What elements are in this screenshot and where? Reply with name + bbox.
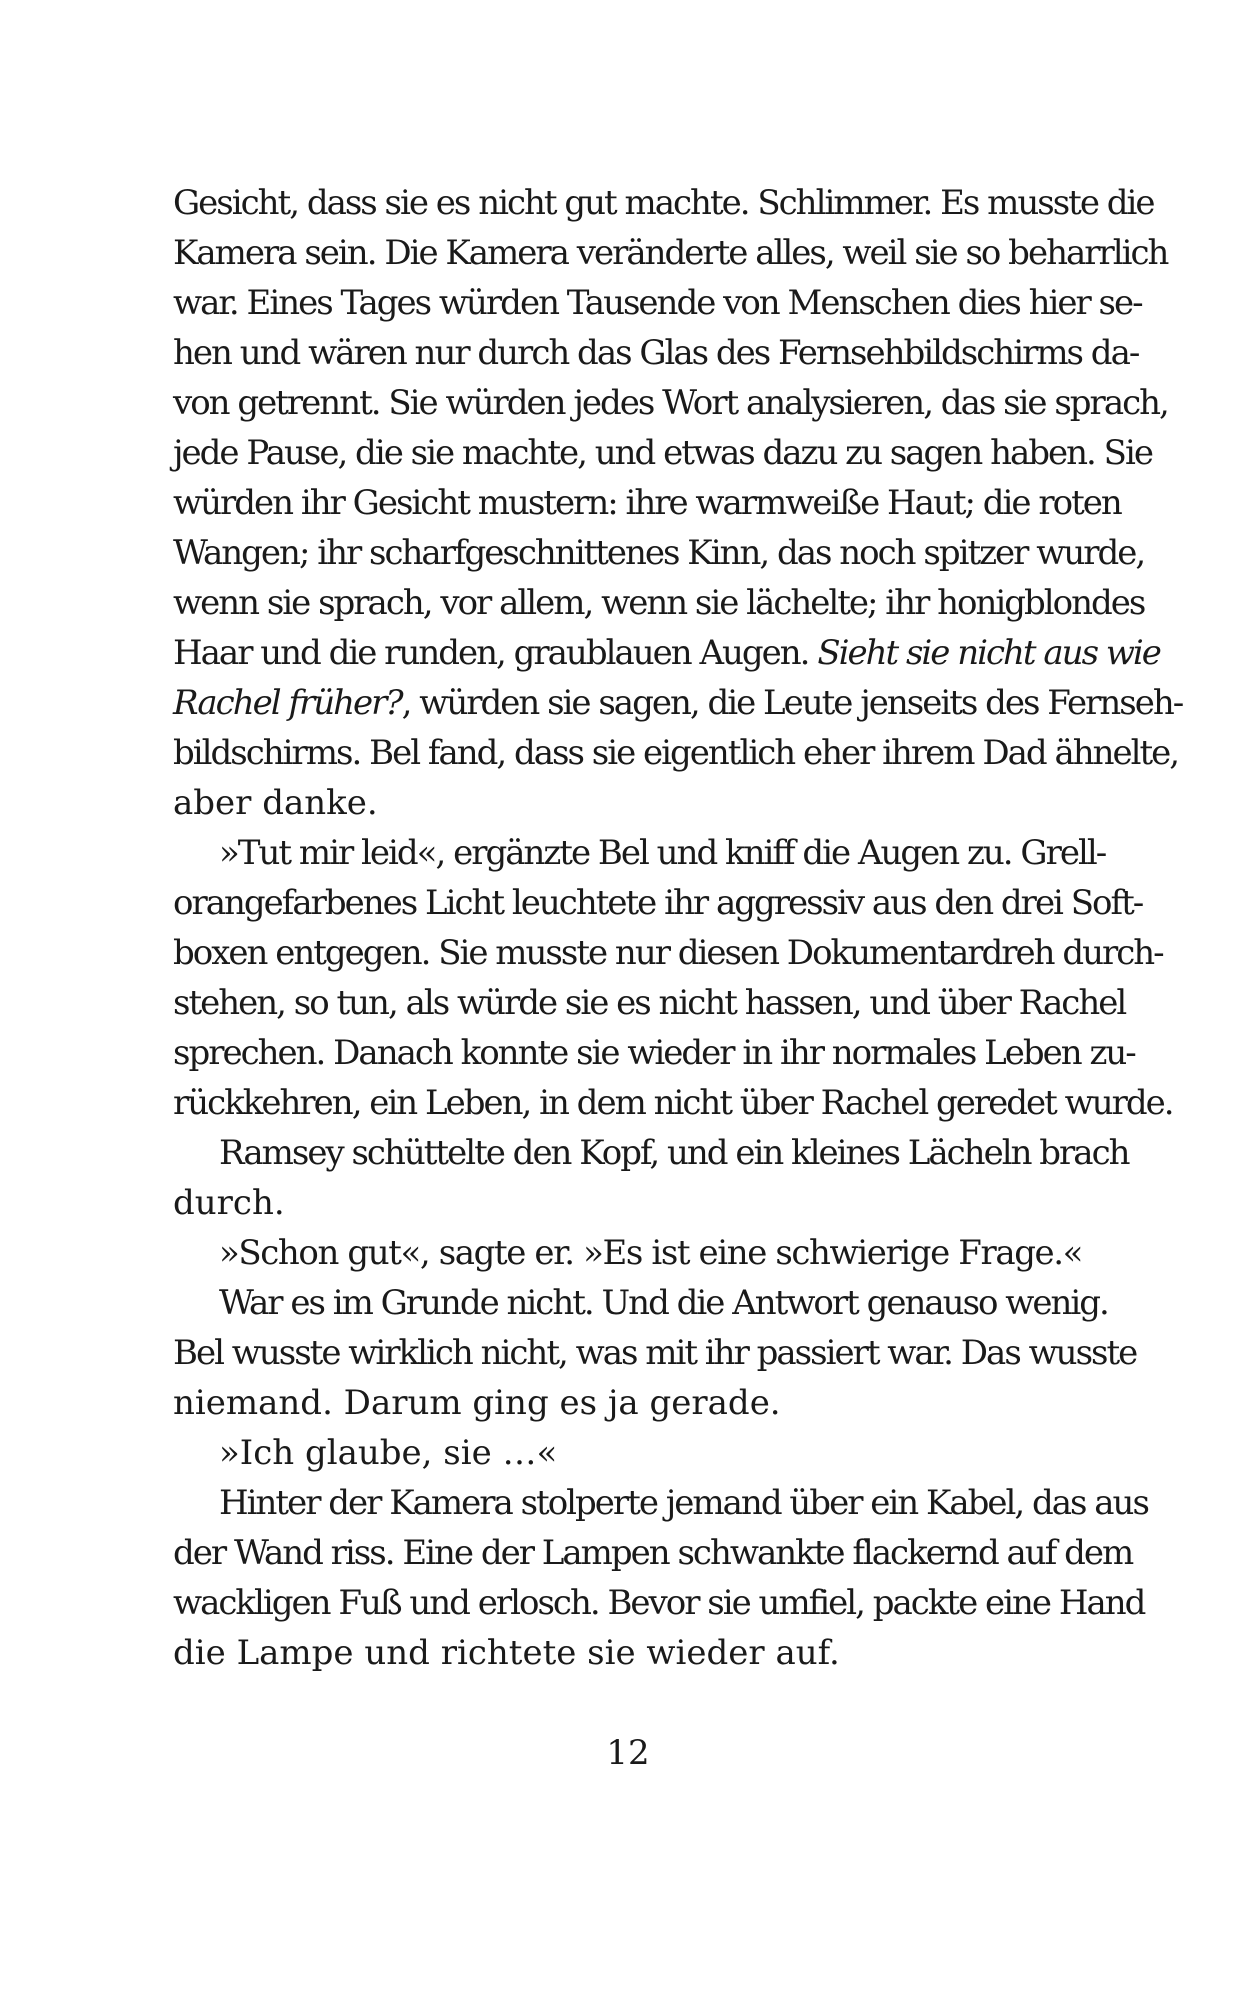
text-line: Ramsey schüttelte den Kopf, und ein kleines Lächeln brach	[219, 1133, 1129, 1173]
text-line: Kamera sein. Die Kamera veränderte alles, weil sie so beharrlich	[173, 233, 1168, 273]
text-line: »Ich glaube, sie …«	[219, 1433, 558, 1473]
text-segment: , würden sie sagen, die Leute jenseits des Fernseh-	[401, 683, 1183, 723]
text-line: würden ihr Gesicht mustern: ihre warmweiße Haut; die roten	[173, 483, 1121, 523]
text-line: »Schon gut«, sagte er. »Es ist eine schwierige Frage.«	[219, 1233, 1083, 1273]
text-line: »Tut mir leid«, ergänzte Bel und kniff die Augen zu. Grell-	[219, 833, 1106, 873]
text-line: war. Eines Tages würden Tausende von Menschen dies hier se-	[173, 283, 1142, 323]
text-line: boxen entgegen. Sie musste nur diesen Dokumentardreh durch-	[173, 933, 1163, 973]
text-line-mixed	[173, 628, 1160, 678]
text-line: der Wand riss. Eine der Lampen schwankte flackernd auf dem	[173, 1533, 1133, 1573]
page-number: 12	[606, 1733, 650, 1773]
text-line: wenn sie sprach, vor allem, wenn sie lächelte; ihr honigblondes	[173, 583, 1145, 623]
body-text	[173, 178, 1183, 1678]
text-line: sprechen. Danach konnte sie wieder in ihr normales Leben zu-	[173, 1033, 1135, 1073]
text-line: jede Pause, die sie machte, und etwas dazu zu sagen haben. Sie	[173, 433, 1152, 473]
text-line: orangefarbenes Licht leuchtete ihr aggressiv aus den drei Soft-	[173, 883, 1143, 923]
text-line: die Lampe und richtete sie wieder auf.	[173, 1633, 840, 1673]
text-line: Hinter der Kamera stolperte jemand über ein Kabel, das aus	[219, 1483, 1148, 1523]
text-line-mixed	[173, 678, 1183, 728]
text-line: Bel wusste wirklich nicht, was mit ihr passiert war. Das wusste	[173, 1333, 1137, 1373]
text-segment: Haar und die runden, graublauen Augen.	[173, 633, 818, 673]
text-line: Wangen; ihr scharfgeschnittenes Kinn, das noch spitzer wurde,	[173, 533, 1145, 573]
text-line: stehen, so tun, als würde sie es nicht hassen, und über Rachel	[173, 983, 1126, 1023]
text-line: aber danke.	[173, 783, 378, 823]
text-line: rückkehren, ein Leben, in dem nicht über Rachel geredet wurde.	[173, 1083, 1173, 1123]
text-line: hen und wären nur durch das Glas des Fernsehbildschirms da-	[173, 333, 1139, 373]
text-line: Gesicht, dass sie es nicht gut machte. Schlimmer. Es musste die	[173, 183, 1154, 223]
text-line: War es im Grunde nicht. Und die Antwort genauso wenig.	[219, 1283, 1108, 1323]
text-line: durch.	[173, 1183, 285, 1223]
text-line: von getrennt. Sie würden jedes Wort analysieren, das sie sprach,	[173, 383, 1168, 423]
italic-segment: Sieht sie nicht aus wie	[817, 633, 1160, 673]
italic-segment: Rachel früher?	[173, 683, 402, 723]
text-line: bildschirms. Bel fand, dass sie eigentlich eher ihrem Dad ähnelte,	[173, 733, 1179, 773]
text-line: wackligen Fuß und erlosch. Bevor sie umfiel, packte eine Hand	[173, 1583, 1145, 1623]
text-line: niemand. Darum ging es ja gerade.	[173, 1383, 781, 1423]
